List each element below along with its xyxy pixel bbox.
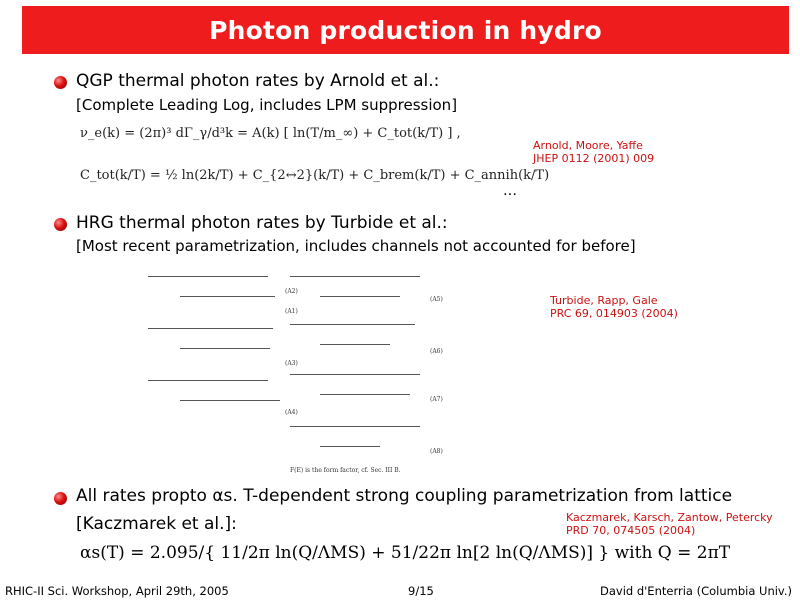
bullet-1-subtext: [Complete Leading Log, includes LPM suppression] [76,96,458,114]
footer-event: RHIC-II Sci. Workshop, April 29th, 2005 [5,584,229,598]
slide-title: Photon production in hydro [209,15,602,45]
hrg-rate-parametrization-image: (A1) (A3) (A4) (A5) (A6) (A7) (A8) (A2) F(E) is the form factor, cf. Sec. III B. [140,268,440,478]
reference-kaczmarek: Kaczmarek, Karsch, Zantow, Petercky PRD 70, 074505 (2004) [566,511,773,537]
bullet-2-text: HRG thermal photon rates by Turbide et al.: [76,213,448,233]
bullet-3-subtext: [Kaczmarek et al.]: [76,514,237,534]
ellipsis: … [503,183,517,199]
reference-arnold: Arnold, Moore, Yaffe JHEP 0112 (2001) 009 [533,139,655,165]
footer-author: David d'Enterria (Columbia Univ.) [599,584,792,598]
bullet-icon [54,76,67,89]
bullet-icon [54,218,67,231]
equation-ctot: C_tot(k/T) = ½ ln(2k/T) + C_{2↔2}(k/T) + C_brem(k/T) + C_annih(k/T) [80,168,550,183]
bullet-icon [54,492,67,505]
bullet-1-text: QGP thermal photon rates by Arnold et al.: [76,71,440,91]
title-bar [22,6,789,54]
equation-alpha-s: αs(T) = 2.095/{ 11/2π ln(Q/ΛMS) + 51/22π ln[2 ln(Q/ΛMS)] } with Q = 2πT [80,543,731,563]
reference-turbide: Turbide, Rapp, Gale PRC 69, 014903 (2004) [550,294,678,320]
equation-qgp-rate: ν_e(k) = (2π)³ dΓ_γ/d³k = A(k) [ ln(T/m_∞) + C_tot(k/T) ] , [80,126,461,141]
page-number: 9/15 [408,584,434,598]
bullet-2-subtext: [Most recent parametrization, includes channels not accounted for before] [76,237,636,255]
bullet-3-text: All rates propto αs. T-dependent strong coupling parametrization from lattice [76,486,733,506]
